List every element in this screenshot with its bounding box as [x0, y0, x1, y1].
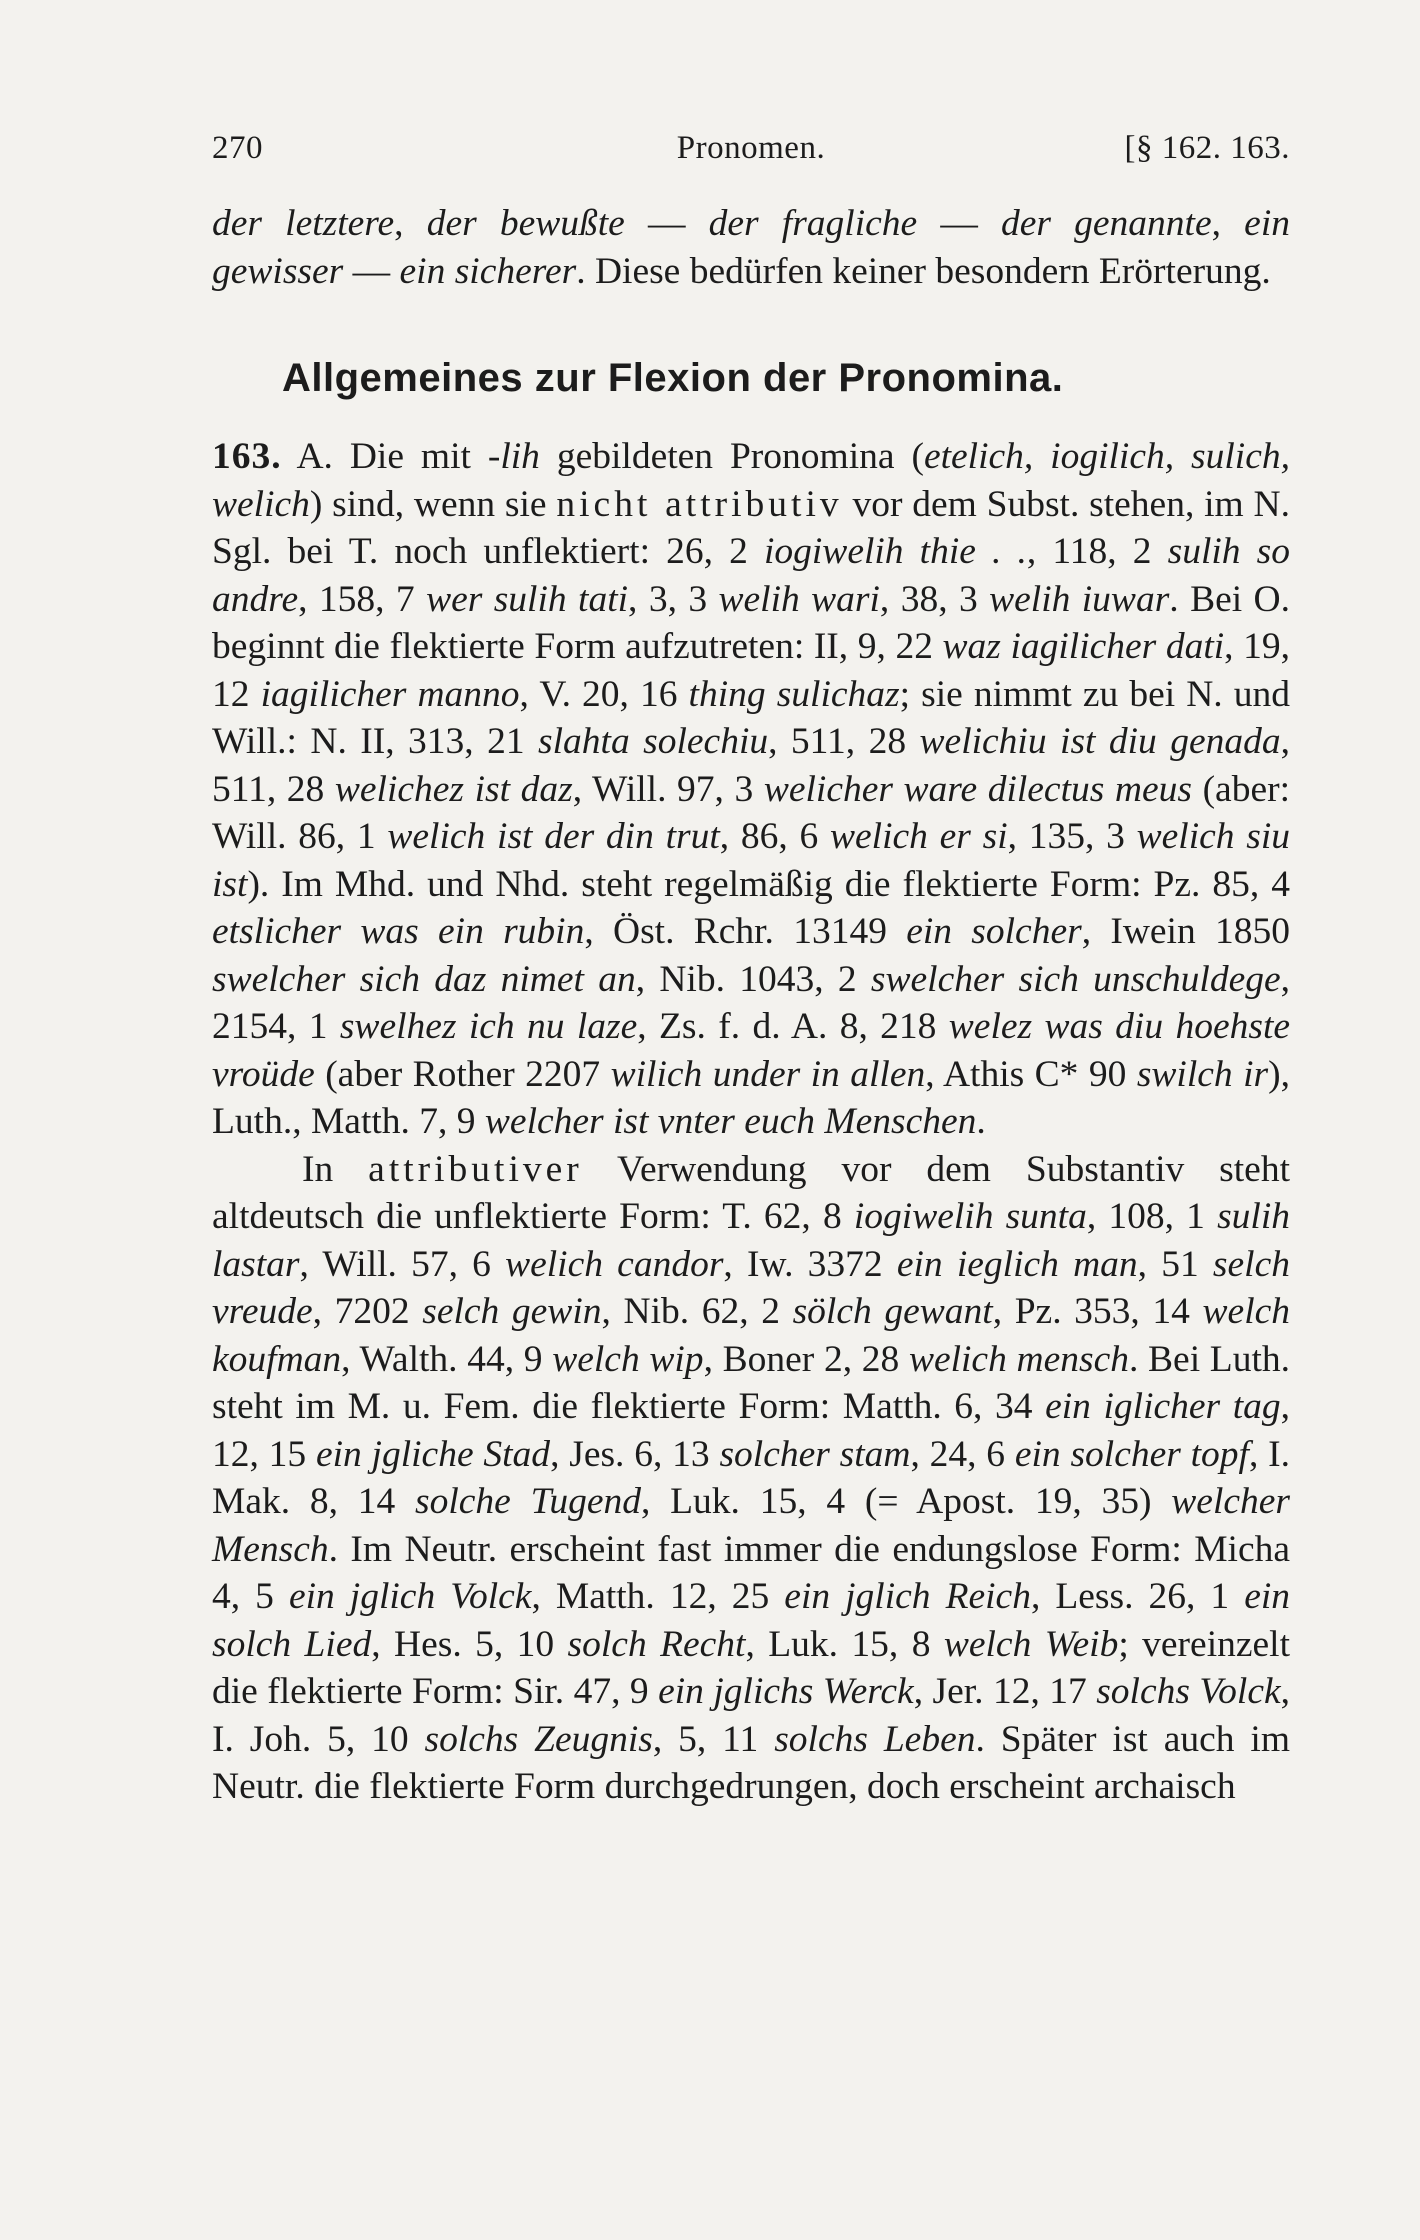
example-term: welch wip	[552, 1338, 704, 1380]
example-term: selch vreude	[212, 1243, 1290, 1332]
text-run: , 511, 28	[768, 721, 920, 762]
example-term: ein gewisser	[212, 203, 1290, 292]
text-run: gebildeten Pronomina (	[539, 436, 924, 477]
intro-paragraph	[212, 200, 1290, 295]
text-run: . Später ist auch im Neutr. die flektierte Form durchgedrungen, doch erscheint archaisch	[212, 1718, 1290, 1807]
text-run: , 3, 3	[628, 578, 719, 620]
text-run: , Jes. 6, 13	[550, 1433, 720, 1475]
text-run: , I. Mak. 8, 14	[212, 1433, 1290, 1522]
text-run: , 135, 3	[1007, 816, 1137, 857]
example-term: welch koufman	[212, 1291, 1291, 1380]
example-term: swilch ir	[1136, 1053, 1269, 1095]
example-term: welich er si	[830, 816, 1008, 857]
text-run: , 108, 1	[1086, 1196, 1218, 1237]
text-run: , 51	[1137, 1243, 1213, 1285]
text-run: , Walth. 44, 9	[341, 1338, 553, 1380]
example-term: der fragliche	[708, 203, 918, 244]
text-run: , Luk. 15, 4 (= Apost. 19, 35)	[641, 1481, 1172, 1522]
text-run: ). Im Mhd. und Nhd. steht regelmäßig die flektierte Form: Pz. 85, 4	[247, 863, 1290, 905]
example-term: iogiwelih sunta	[853, 1196, 1087, 1237]
example-term: ein jgliche Stad	[315, 1433, 551, 1475]
text-run: ), Luth., Matth. 7, 9	[212, 1053, 1290, 1142]
text-run: , Athis C* 90	[925, 1053, 1137, 1095]
example-term: slahta solechiu	[538, 721, 769, 762]
text-run: —	[917, 203, 1002, 244]
text-run: ,	[394, 203, 427, 244]
text-run: , Matth. 12, 25	[531, 1576, 785, 1617]
example-term: welich ist der din trut	[387, 816, 720, 857]
example-term: sulih so andre	[212, 531, 1290, 620]
section-number: 163.	[212, 436, 282, 477]
text-run: , Iwein 1850	[1081, 911, 1290, 952]
page-body	[212, 200, 1290, 1811]
example-term: welicher ware dilectus meus	[763, 768, 1192, 810]
text-run: , 12, 15	[212, 1386, 1290, 1475]
text-run: , V. 20, 16	[519, 673, 689, 715]
example-term: sulih lastar	[212, 1196, 1290, 1285]
example-term: ein sicherer	[399, 250, 577, 292]
example-term: solch Recht	[567, 1623, 746, 1665]
example-term: iagilicher manno	[260, 673, 520, 715]
example-term: solchs Volck	[1096, 1671, 1281, 1712]
text-run: . Bei O. beginnt die flektierte Form aufzutreten: II, 9, 22	[212, 578, 1290, 667]
example-term: ein solcher topf	[1014, 1433, 1249, 1475]
example-term: welih wari	[718, 578, 880, 620]
example-term: wer sulih tati	[426, 578, 629, 620]
text-run: , 511, 28	[212, 721, 1291, 810]
text-run: , Nib. 62, 2	[601, 1291, 793, 1332]
text-run: , 24, 6	[910, 1433, 1015, 1475]
text-run: vor dem Subst. stehen, im N. Sgl. bei T. noch unflektiert: 26, 2	[212, 483, 1290, 572]
example-term: welichez ist daz	[334, 768, 573, 810]
text-run: Verwendung vor dem Substantiv steht altdeutsch die unflektierte Form: T. 62, 8	[212, 1148, 1290, 1237]
example-term: ein solcher	[906, 911, 1082, 952]
example-term: etelich, iogilich, sulich, welich	[212, 436, 1290, 525]
example-term: swelhez ich nu laze	[339, 1006, 638, 1047]
page-number: 270	[212, 130, 263, 166]
example-term: welch Weib	[943, 1623, 1119, 1665]
section-heading: Allgemeines zur Flexion der Pronomina.	[282, 356, 1064, 400]
text-run: ; sie nimmt zu bei N. und Will.: N. II, 313, 21	[212, 673, 1291, 762]
text-run: , Öst. Rchr. 13149	[584, 911, 907, 952]
text-run: , 7202	[312, 1291, 423, 1332]
text-run: , 19, 12	[212, 626, 1290, 715]
example-term: welichiu ist diu genada	[919, 721, 1281, 762]
example-term: welcher Mensch	[212, 1481, 1290, 1570]
text-run: A. Die mit	[281, 436, 488, 477]
text-run: , Luk. 15, 8	[745, 1623, 944, 1665]
example-term: welich mensch	[908, 1338, 1129, 1380]
example-term: ein ieglich man	[896, 1243, 1138, 1285]
text-run: . Bei Luth. steht im M. u. Fem. die flektierte Form: Matth. 6, 34	[212, 1338, 1290, 1427]
section-163-paragraph	[212, 433, 1290, 1146]
text-run: , Nib. 1043, 2	[635, 958, 871, 1000]
text-run: . Diese bedürfen keiner besondern Erörterung.	[576, 250, 1271, 292]
example-term: solchs Zeugnis	[424, 1718, 653, 1760]
text-run: ,	[1211, 203, 1245, 244]
example-term: solche Tugend	[415, 1481, 642, 1522]
example-term: der bewußte	[426, 203, 625, 244]
text-run: , Hes. 5, 10	[371, 1623, 568, 1665]
example-term: welih iuwar	[989, 578, 1170, 620]
text-run: —	[624, 203, 709, 244]
text-run: , Less. 26, 1	[1030, 1576, 1245, 1617]
text-run: ) sind, wenn sie	[309, 483, 557, 525]
text-run: (aber Rother 2207	[314, 1053, 611, 1095]
text-run: , 118, 2	[1026, 531, 1168, 572]
example-term: etslicher was ein rubin	[212, 911, 585, 952]
example-term: -lih	[487, 436, 540, 477]
text-run: , 158, 7	[298, 578, 427, 620]
text-run: .	[976, 1101, 986, 1142]
text-run: , Pz. 353, 14	[992, 1291, 1203, 1332]
text-run: , Boner 2, 28	[703, 1338, 909, 1380]
example-term: der letztere	[212, 203, 395, 244]
example-term: der genannte	[1001, 203, 1212, 244]
spaced-emphasis: attributiver	[368, 1148, 583, 1190]
example-term: ein jglich Volck	[288, 1576, 532, 1617]
text-run: , 86, 6	[719, 816, 831, 857]
text-run: , I. Joh. 5, 10	[212, 1671, 1290, 1760]
text-run: , Will. 97, 3	[572, 768, 764, 810]
text-run: , Jer. 12, 17	[913, 1671, 1097, 1712]
example-term: ein solch Lied	[212, 1576, 1291, 1665]
example-term: solchs Leben	[774, 1718, 976, 1760]
spaced-emphasis: nicht attributiv	[556, 483, 843, 525]
example-term: welcher ist vnter euch Menschen	[484, 1101, 977, 1142]
example-term: wilich under in allen	[610, 1053, 926, 1095]
running-title: Pronomen.	[676, 130, 826, 166]
example-term: welich candor	[505, 1243, 724, 1285]
example-term: solcher stam	[719, 1433, 911, 1475]
example-term: thing sulichaz	[688, 673, 900, 715]
text-run: In	[302, 1148, 369, 1190]
example-term: welez was diu hoehste vroüde	[212, 1006, 1291, 1095]
text-run: , 38, 3	[879, 578, 990, 620]
attributive-paragraph	[212, 1146, 1290, 1811]
text-run: , Iw. 3372	[723, 1243, 897, 1285]
example-term: ein iglicher tag	[1045, 1386, 1281, 1427]
example-term: swelcher sich daz nimet an	[212, 958, 636, 1000]
example-term: ein jglichs Werck	[658, 1671, 914, 1712]
text-run: . Im Neutr. erscheint fast immer die endungslose Form: Micha 4, 5	[212, 1528, 1290, 1617]
example-term: sölch gewant	[792, 1291, 993, 1332]
page-header	[212, 130, 1290, 180]
text-run: , 2154, 1	[212, 958, 1290, 1047]
text-run: , Will. 57, 6	[299, 1243, 506, 1285]
example-term: welich siu ist	[212, 816, 1291, 905]
example-term: ein jglich Reich	[784, 1576, 1031, 1617]
example-term: swelcher sich unschuldege	[870, 958, 1281, 1000]
example-term: iogiwelih thie . .	[763, 531, 1027, 572]
example-term: waz iagilicher dati	[942, 626, 1225, 667]
example-term: selch gewin	[422, 1291, 602, 1332]
text-run: , 5, 11	[652, 1718, 775, 1760]
section-reference: [§ 162. 163.	[1124, 130, 1290, 166]
text-run: ; vereinzelt die flektierte Form: Sir. 47, 9	[212, 1623, 1290, 1712]
text-run: , Zs. f. d. A. 8, 218	[637, 1006, 949, 1047]
text-run: —	[343, 250, 400, 292]
text-run: (aber: Will. 86, 1	[212, 768, 1291, 857]
